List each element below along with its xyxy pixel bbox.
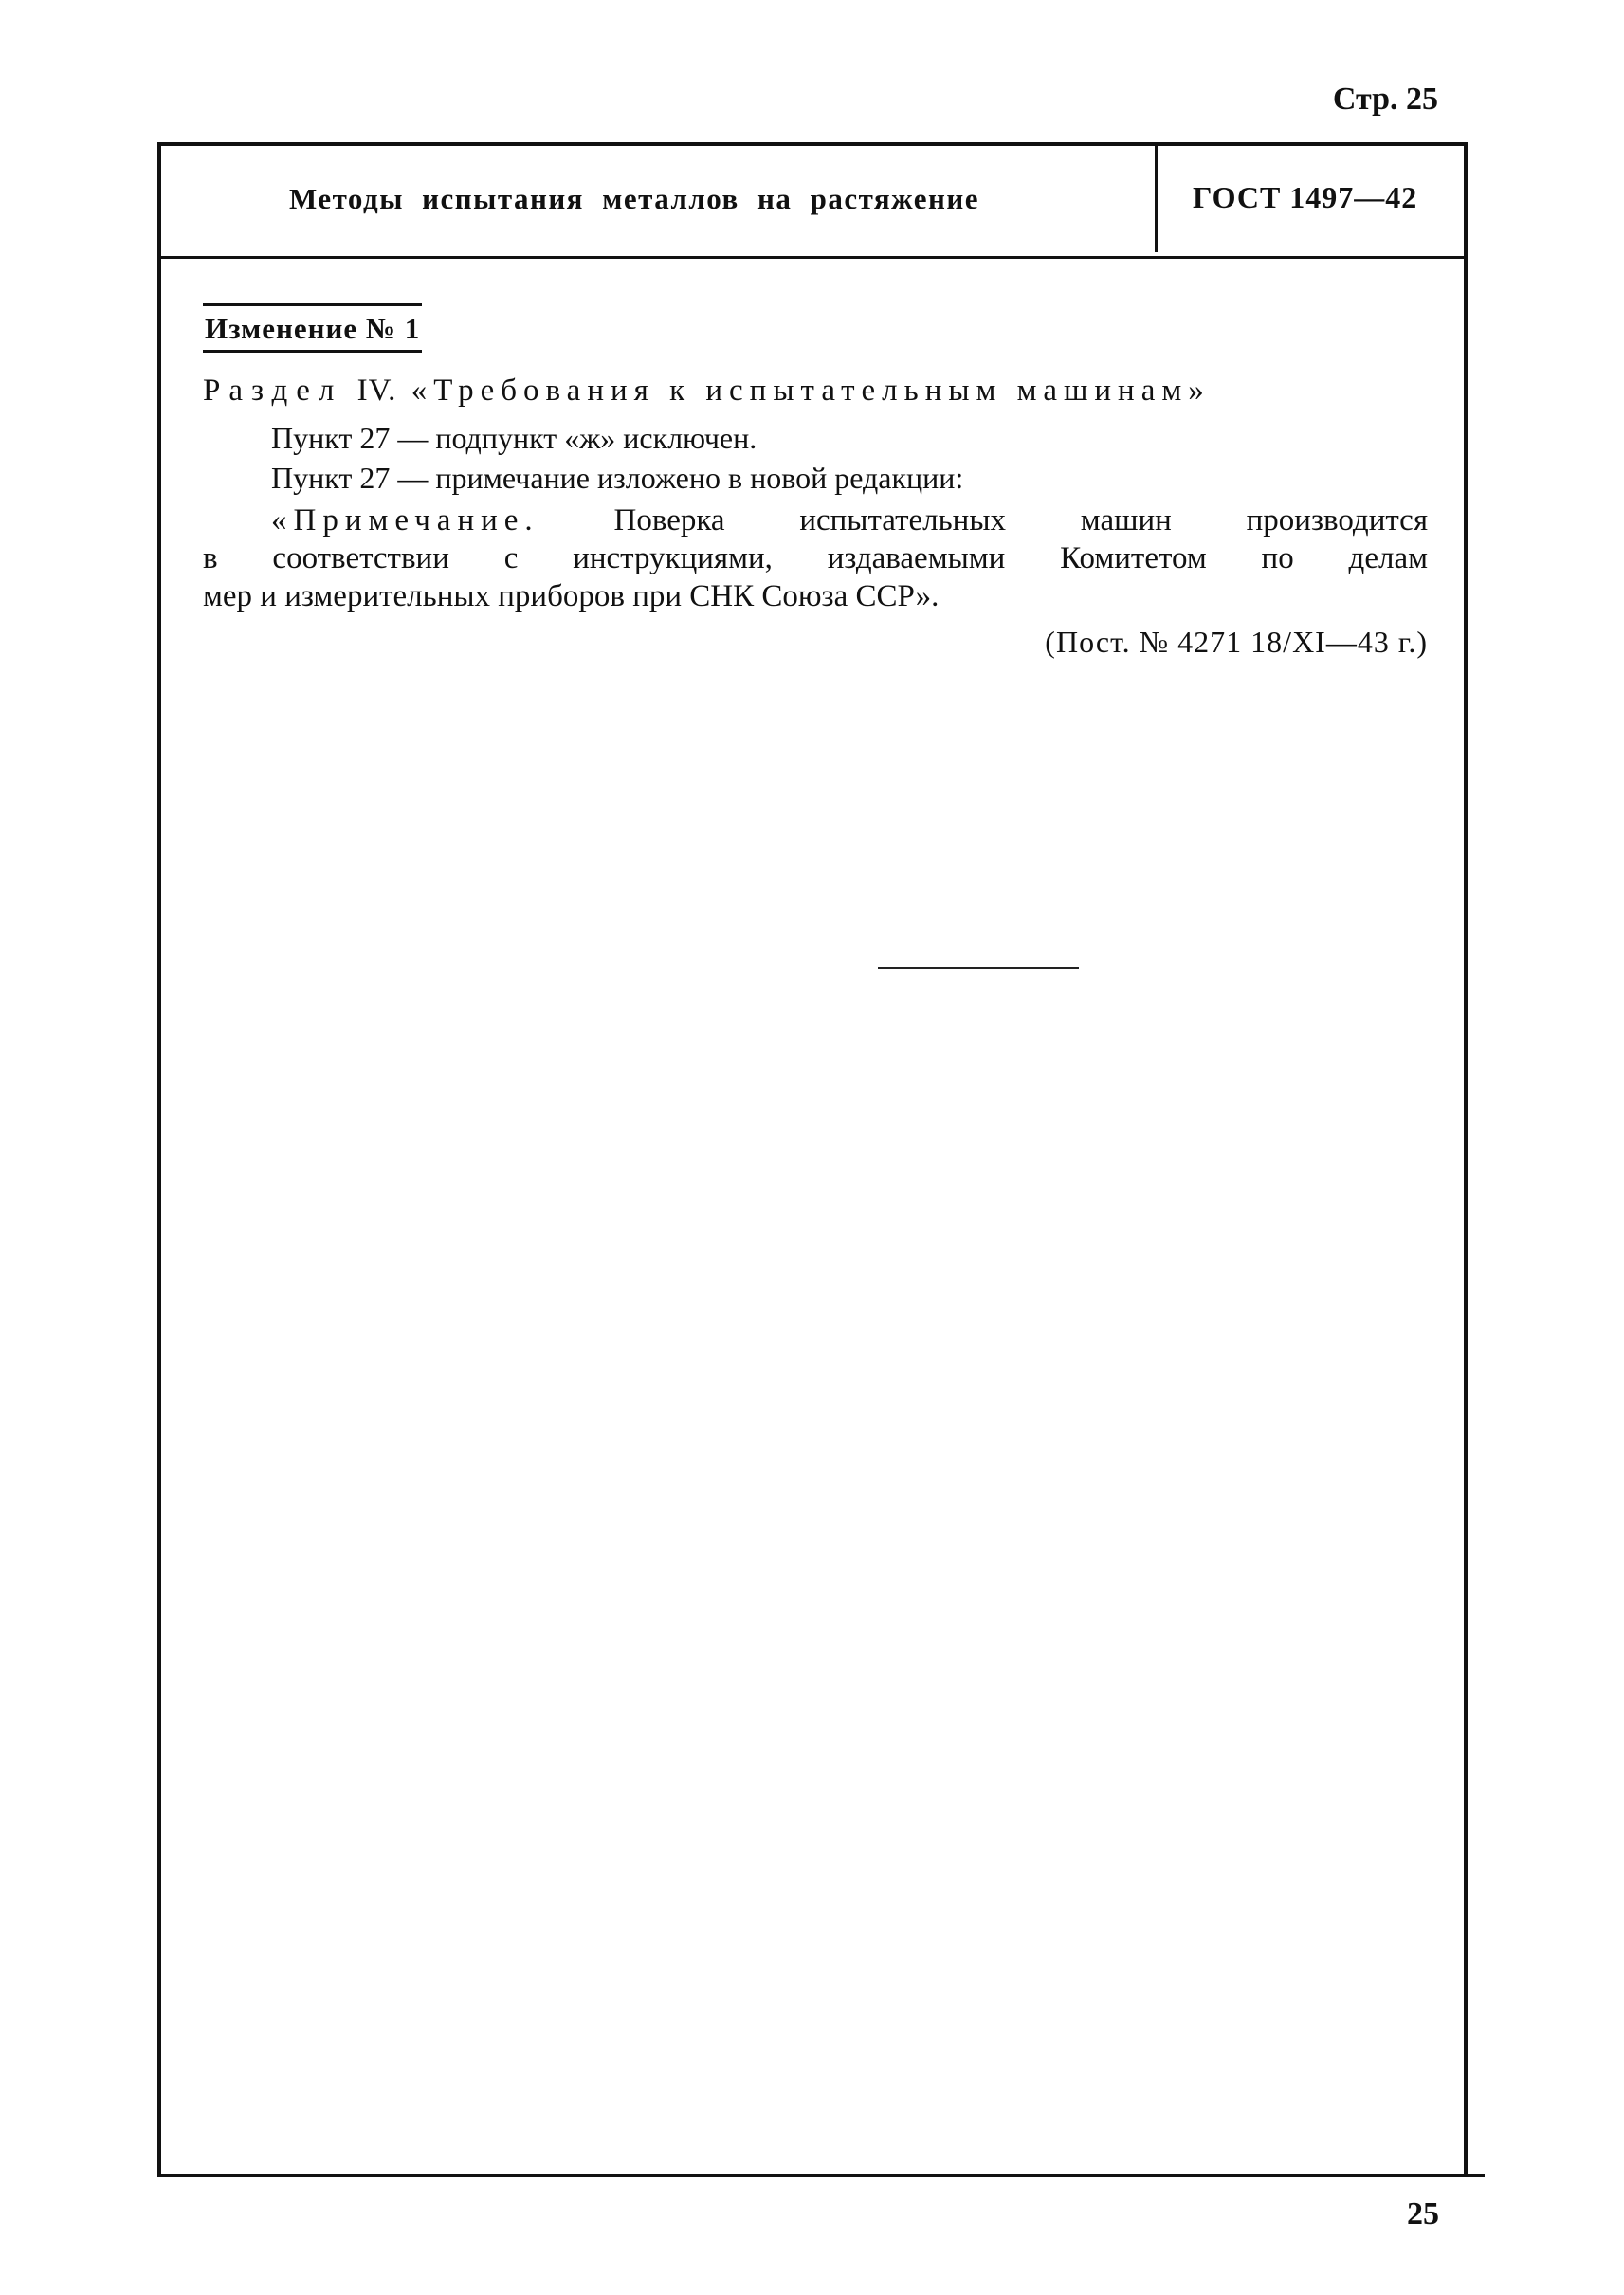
page-label: Стр. 25	[1332, 82, 1438, 117]
section-title: «Требования к испытательным машинам»	[411, 373, 1211, 408]
document-frame	[157, 142, 1468, 2174]
decree-reference: (Пост. № 4271 18/XI—43 г.)	[1045, 625, 1428, 659]
page-number: 25	[1407, 2196, 1439, 2231]
document-title: Методы испытания металлов на растяжение	[289, 182, 979, 215]
section-number: IV.	[356, 373, 397, 408]
standard-code: ГОСТ 1497—42	[1193, 180, 1418, 214]
note-text	[203, 501, 1428, 615]
section-heading	[203, 373, 1435, 409]
change-title: Изменение № 1	[203, 303, 422, 353]
change-content	[203, 303, 1435, 660]
change-item: Пункт 27 — подпункт «ж» исключен.	[271, 421, 757, 455]
note-line-text: Поверка испытательных машин производится	[613, 503, 1429, 537]
section-prefix: Раздел	[203, 373, 343, 408]
note-line: мер и измерительных приборов при СНК Союза ССР».	[203, 579, 940, 613]
note-line: в соответствии с инструкциями, издаваемыми Комитетом по делам	[203, 541, 1428, 575]
document-header	[161, 146, 1464, 259]
center-divider	[878, 967, 1079, 969]
note-line	[203, 501, 1428, 539]
header-divider	[1155, 146, 1158, 252]
change-item: Пункт 27 — примечание изложено в новой редакции:	[271, 461, 964, 495]
note-word: «Примечание.	[271, 503, 539, 537]
frame-bottom-rule	[157, 2174, 1485, 2177]
